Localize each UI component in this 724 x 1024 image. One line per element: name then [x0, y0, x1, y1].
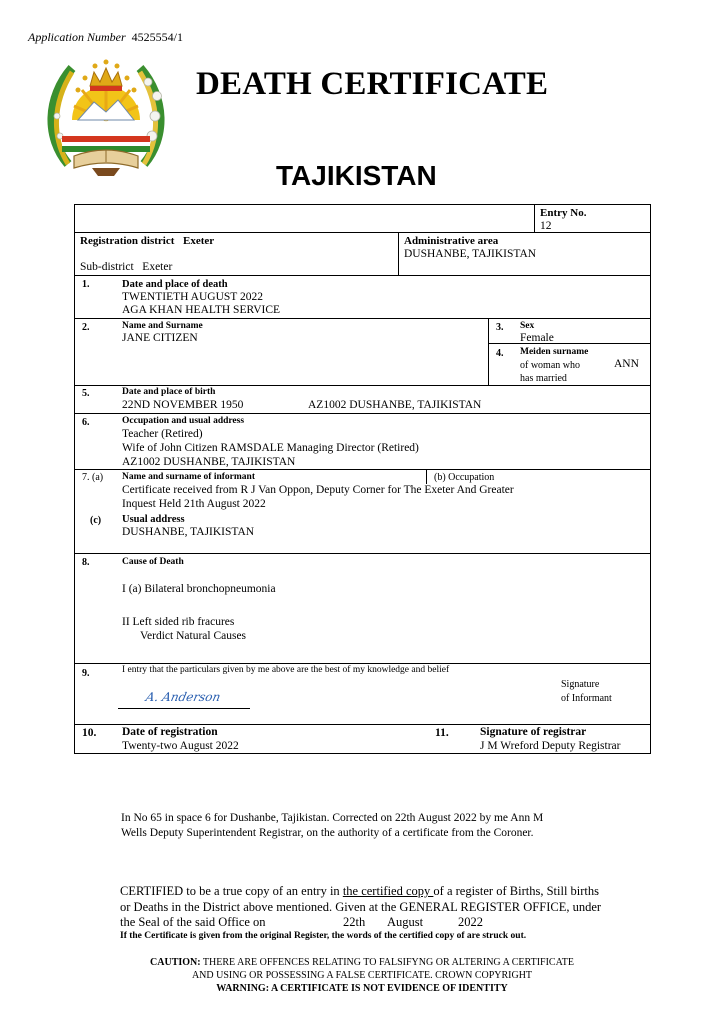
- country-heading: TAJIKISTAN: [276, 160, 437, 191]
- registration-date: Twenty-two August 2022: [122, 740, 239, 752]
- section-4-number: 4.: [496, 348, 504, 359]
- section-3-label: Sex: [520, 321, 535, 331]
- rule: [74, 553, 650, 554]
- form-border-bottom: [74, 753, 651, 754]
- signature-line: [118, 708, 250, 709]
- form-border-top: [74, 204, 650, 205]
- registration-district-label: Registration district: [80, 235, 175, 247]
- document-title: DEATH CERTIFICATE: [196, 66, 549, 102]
- rule: [74, 413, 650, 414]
- birth-date: 22ND NOVEMBER 1950: [122, 399, 244, 411]
- cert-text-underlined: the certified copy: [342, 884, 434, 898]
- correction-note-line-2: Wells Deputy Superintendent Registrar, on the authority of a certificate from the Coroner.: [121, 827, 534, 839]
- informant-details: Certificate received from R J Van Oppon, Deputy Corner for The Exeter And Greater: [122, 484, 514, 496]
- section-6-number: 6.: [82, 417, 90, 428]
- section-1-number: 1.: [82, 279, 90, 290]
- birth-place: AZ1002 DUSHANBE, TAJIKISTAN: [308, 399, 482, 411]
- application-number-line: [28, 30, 183, 45]
- cert-year: 2022: [458, 915, 483, 929]
- coat-of-arms-icon: [38, 46, 174, 182]
- section-11-label: Signature of registrar: [480, 726, 587, 738]
- informant-signature: A. Anderson: [144, 690, 222, 704]
- section-3-number: 3.: [496, 322, 504, 333]
- cause-of-death-2: II Left sided rib fracures: [122, 616, 235, 628]
- cause-of-death-1: I (a) Bilateral bronchopneumonia: [122, 583, 276, 595]
- rule: [74, 275, 650, 276]
- section-7c-number: (c): [90, 515, 102, 526]
- rule: [74, 318, 650, 319]
- form-border-right: [650, 204, 651, 753]
- sub-district-label: Sub-district: [80, 261, 134, 273]
- section-10-label: Date of registration: [122, 726, 218, 738]
- registration-district: [80, 235, 214, 248]
- rule: [74, 232, 650, 233]
- section-9-number: 9.: [82, 668, 90, 679]
- caution-label: CAUTION:: [150, 957, 201, 968]
- verdict: Verdict Natural Causes: [140, 630, 247, 642]
- section-5-number: 5.: [82, 388, 90, 399]
- warning-line: WARNING: A CERTIFICATE IS NOT EVIDENCE OF IDENTITY: [216, 983, 508, 994]
- entry-value: 12: [540, 220, 552, 232]
- certification-line-1: [120, 884, 599, 899]
- caution-text-1: THERE ARE OFFENCES RELATING TO FALSIFYNG OR ALTERING A CERTIFICATE: [200, 957, 574, 968]
- signature-label-2: of Informant: [561, 693, 612, 704]
- section-7c-label: Usual address: [122, 514, 185, 525]
- death-place: AGA KHAN HEALTH SERVICE: [122, 304, 281, 316]
- entry-label: Entry No.: [540, 207, 587, 219]
- admin-area-label: Administrative area: [404, 235, 499, 247]
- sub-district: [80, 261, 172, 274]
- section-7-label: Name and surname of informant: [122, 472, 255, 482]
- informant-address: DUSHANBE, TAJIKISTAN: [122, 526, 255, 538]
- sex-value: Female: [520, 332, 554, 344]
- application-number-label: Application Number: [28, 30, 126, 44]
- rule: [74, 724, 650, 725]
- deceased-name: JANE CITIZEN: [122, 332, 198, 344]
- caution-line-2: AND USING OR POSSESSING A FALSE CERTIFICATE. CROWN COPYRIGHT: [191, 970, 533, 981]
- section-4-sub2: has married: [520, 373, 567, 384]
- informant-occupation-label: (b) Occupation: [434, 472, 495, 483]
- section-2-label: Name and Surname: [122, 321, 203, 331]
- cert-month: August: [387, 915, 424, 929]
- spouse-details: Wife of John Citizen RAMSDALE Managing Director (Retired): [122, 442, 419, 454]
- rule: [398, 232, 399, 275]
- original-register-note: If the Certificate is given from the original Register, the words of the certified copy of are struck out.: [120, 931, 527, 941]
- registrar-name: J M Wreford Deputy Registrar: [480, 740, 621, 752]
- informant-declaration: I entry that the particulars given by me above are the best of my knowledge and belief: [122, 665, 450, 675]
- inquest-details: Inquest Held 21th August 2022: [122, 498, 266, 510]
- section-8-label: Cause of Death: [122, 557, 184, 567]
- sub-district-value: Exeter: [142, 261, 173, 273]
- form-border-left: [74, 204, 75, 753]
- section-4-sub1: of woman who: [520, 360, 580, 371]
- cert-text-a: CERTIFIED to be a true copy of an entry in: [120, 884, 343, 898]
- section-7-number: 7. (a): [82, 472, 104, 483]
- cert-text-c: of a register of Births, Still births: [433, 884, 600, 898]
- certification-line-2: or Deaths in the District above mentioned. Given at the GENERAL REGISTER OFFICE, under: [120, 900, 602, 914]
- application-number: 4525554/1: [131, 30, 184, 44]
- death-date: TWENTIETH AUGUST 2022: [122, 291, 263, 303]
- rule: [534, 204, 535, 232]
- section-10-number: 10.: [82, 727, 97, 739]
- admin-area-value: DUSHANBE, TAJIKISTAN: [404, 248, 537, 260]
- section-11-number: 11.: [435, 727, 449, 739]
- usual-address: AZ1002 DUSHANBE, TAJIKISTAN: [122, 456, 296, 468]
- section-8-number: 8.: [82, 557, 90, 568]
- section-2-number: 2.: [82, 322, 90, 333]
- certification-line-3: the Seal of the said Office on: [120, 915, 266, 929]
- rule: [74, 469, 650, 470]
- section-5-label: Date and place of birth: [122, 387, 216, 397]
- certificate-form: [74, 204, 650, 753]
- correction-note-line-1: In No 65 in space 6 for Dushanbe, Tajikistan. Corrected on 22th August 2022 by me Ann M: [121, 812, 544, 824]
- rule: [426, 469, 427, 484]
- section-1-label: Date and place of death: [122, 279, 228, 290]
- signature-label-1: Signature: [561, 679, 600, 690]
- section-4-label: Meiden surname: [520, 347, 589, 357]
- rule: [488, 343, 650, 344]
- occupation: Teacher (Retired): [122, 428, 203, 440]
- rule: [488, 318, 489, 385]
- maiden-surname: ANN: [614, 358, 639, 370]
- registration-district-value: Exeter: [183, 235, 215, 247]
- section-6-label: Occupation and usual address: [122, 416, 245, 426]
- caution-line-1: [0, 956, 724, 969]
- cert-day: 22th: [343, 915, 366, 929]
